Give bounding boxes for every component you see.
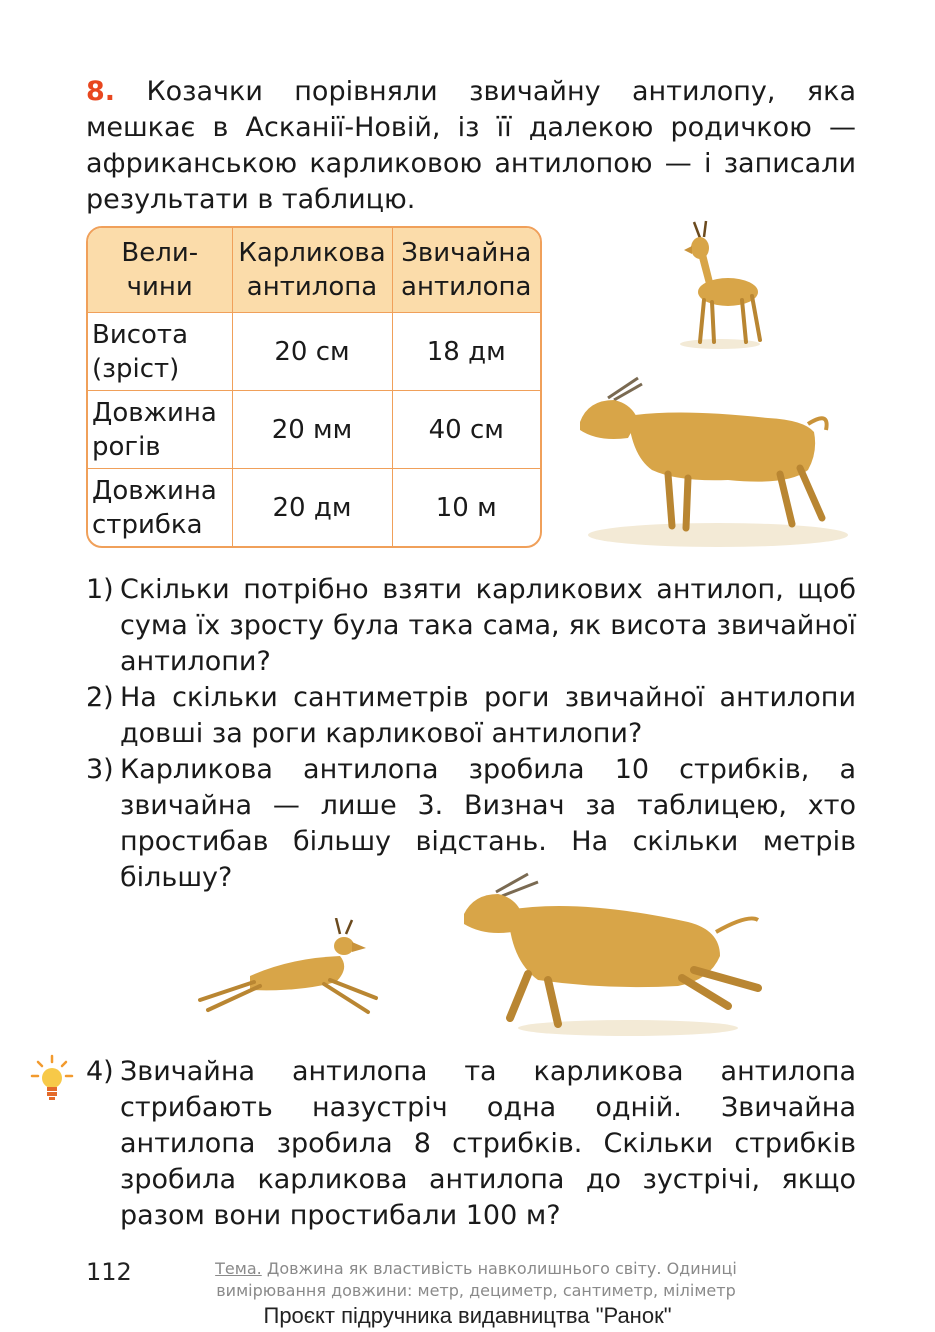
common-value: 10 м [392, 469, 540, 546]
task-intro-text: Козачки порівняли звичайну антилопу, яка мешкає в Асканії-Новій, із її далекою родичкою — африканською карликовою антилопою — і записали результати в таблицю. [86, 76, 856, 215]
question-number: 4) [86, 1056, 114, 1087]
publisher-note: Проєкт підручника видавництва "Ранок" [263, 1303, 672, 1328]
question-number: 1) [86, 574, 114, 605]
common-antelope-standing-illustration [568, 370, 848, 550]
common-value: 40 см [392, 391, 540, 469]
dwarf-value: 20 см [232, 313, 392, 391]
table-row [88, 469, 540, 546]
question-text: Скільки потрібно взяти карликових антилоп, щоб сума їх зросту була така сама, як висота звичайної антилопи? [120, 574, 856, 677]
common-value: 18 дм [392, 313, 540, 391]
comparison-table [86, 226, 542, 548]
question-text: На скільки сантиметрів роги звичайної антилопи довші за роги карликової антилопи? [120, 682, 856, 749]
topic-note [196, 1258, 756, 1302]
question-number: 2) [86, 682, 114, 713]
dwarf-value: 20 дм [232, 469, 392, 546]
question-1 [86, 572, 856, 680]
table-header-row [88, 228, 540, 313]
dwarf-value: 20 мм [232, 391, 392, 469]
dwarf-antelope-standing-illustration [660, 220, 770, 350]
question-text: Карликова антилопа зробила 10 стрибків, а звичайна — лише 3. Визнач за таблицею, хто простибав більшу відстань. На скільки метрів більшу? [120, 754, 856, 893]
row-label: Довжина рогів [88, 391, 232, 469]
table-row [88, 313, 540, 391]
question-2 [86, 680, 856, 752]
question-text: Звичайна антилопа та карликова антилопа стрибають назустріч одна одній. Звичайна антилопа зробила 8 стрибків. Скільки стрибків зробила карликова антилопа до зустрічі, якщо разом вони простибали 100 м? [120, 1056, 856, 1231]
topic-label: Тема. [215, 1259, 262, 1278]
page-number: 112 [86, 1258, 132, 1286]
lightbulb-icon [30, 1054, 74, 1104]
jumping-dwarf-antelope-illustration [190, 918, 390, 1018]
jumping-common-antelope-illustration [458, 870, 778, 1040]
header-dwarf: Карликова антилопа [232, 228, 392, 313]
header-quantity: Вели- чини [88, 228, 232, 313]
topic-text: Довжина як властивість навколишнього світу. Одиниці вимірювання довжини: метр, дециметр, сантиметр, міліметр [216, 1259, 737, 1300]
row-label: Висота (зріст) [88, 313, 232, 391]
header-common: Звичайна антилопа [392, 228, 540, 313]
question-number: 3) [86, 754, 114, 785]
task-intro [86, 74, 856, 218]
table-row [88, 391, 540, 469]
task-number: 8. [86, 76, 116, 107]
row-label: Довжина стрибка [88, 469, 232, 546]
question-4 [86, 1054, 856, 1234]
